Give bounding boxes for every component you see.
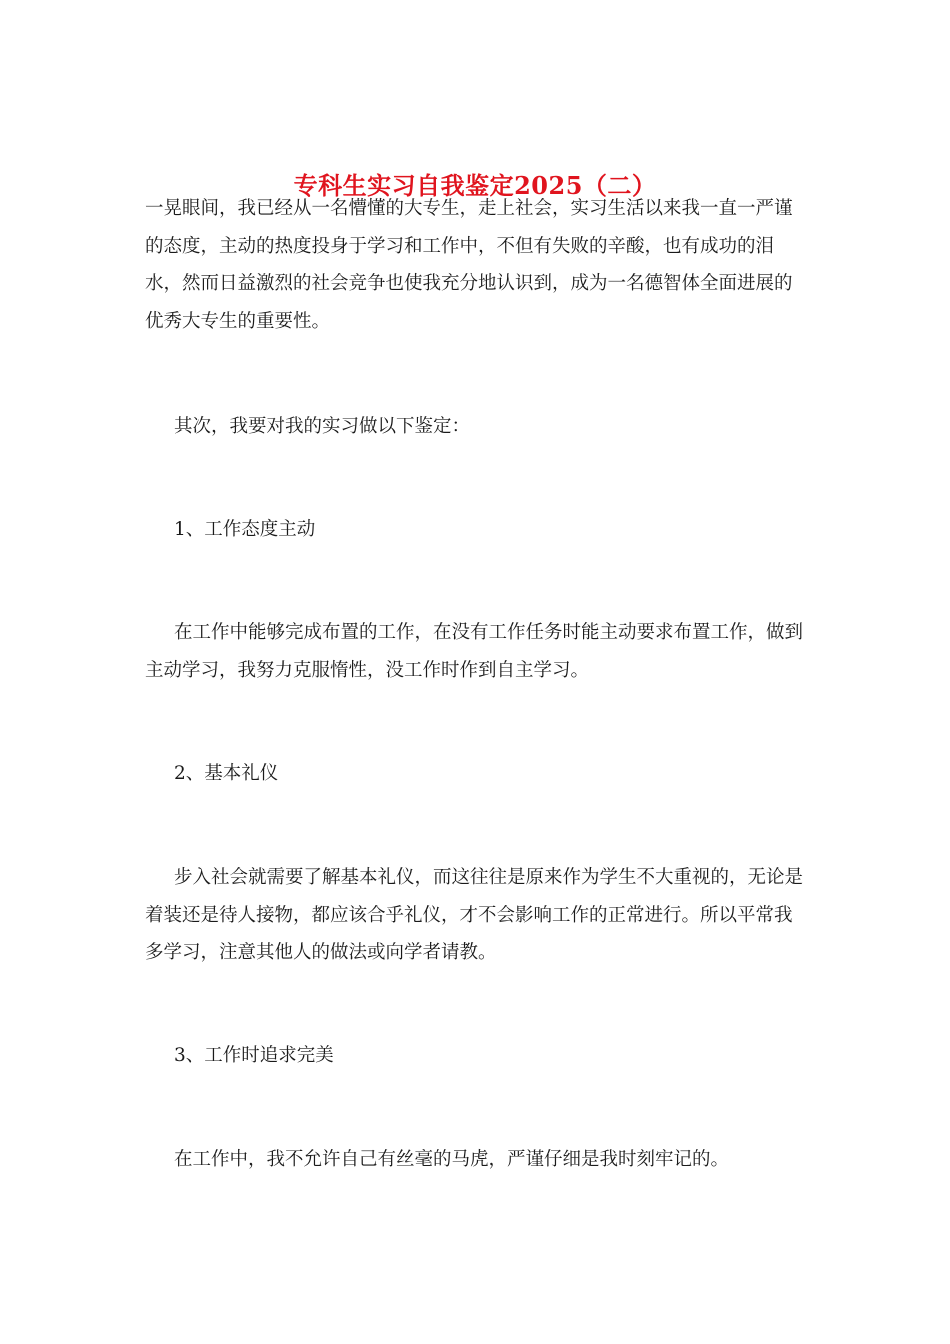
document-title: 专科生实习自我鉴定2025（二） [293,171,657,201]
section-heading-1: 1、工作态度主动 [174,519,316,540]
section-body-1: 在工作中能够完成布置的工作，在没有工作任务时能主动要求布置工作，做到主动学习，我努力克服惰性，没工作时作到自主学习。 [145,622,804,681]
section-body-2: 步入社会就需要了解基本礼仪，而这往往是原来作为学生不大重视的，无论是着装还是待人接物，都应该合乎礼仪，才不会影响工作的正常进行。所以平常我多学习，注意其他人的做法或向学者请教。 [145,867,804,963]
section-heading-2: 2、基本礼仪 [174,763,279,784]
section-body-3: 在工作中，我不允许自己有丝毫的马虎，严谨仔细是我时刻牢记的。 [174,1149,730,1170]
intro-paragraph: 一晃眼间，我已经从一名懵懂的大专生，走上社会，实习生活以来我一直一严谨的态度，主动的热度投身于学习和工作中，不但有失败的辛酸，也有成功的泪水，然而日益激烈的社会竞争也使我充分地认识到，成为一名德智体全面进展的优秀大专生的重要性。 [145,198,793,332]
section-heading-3: 3、工作时追求完美 [174,1045,334,1066]
lead-paragraph: 其次，我要对我的实习做以下鉴定： [174,416,471,437]
